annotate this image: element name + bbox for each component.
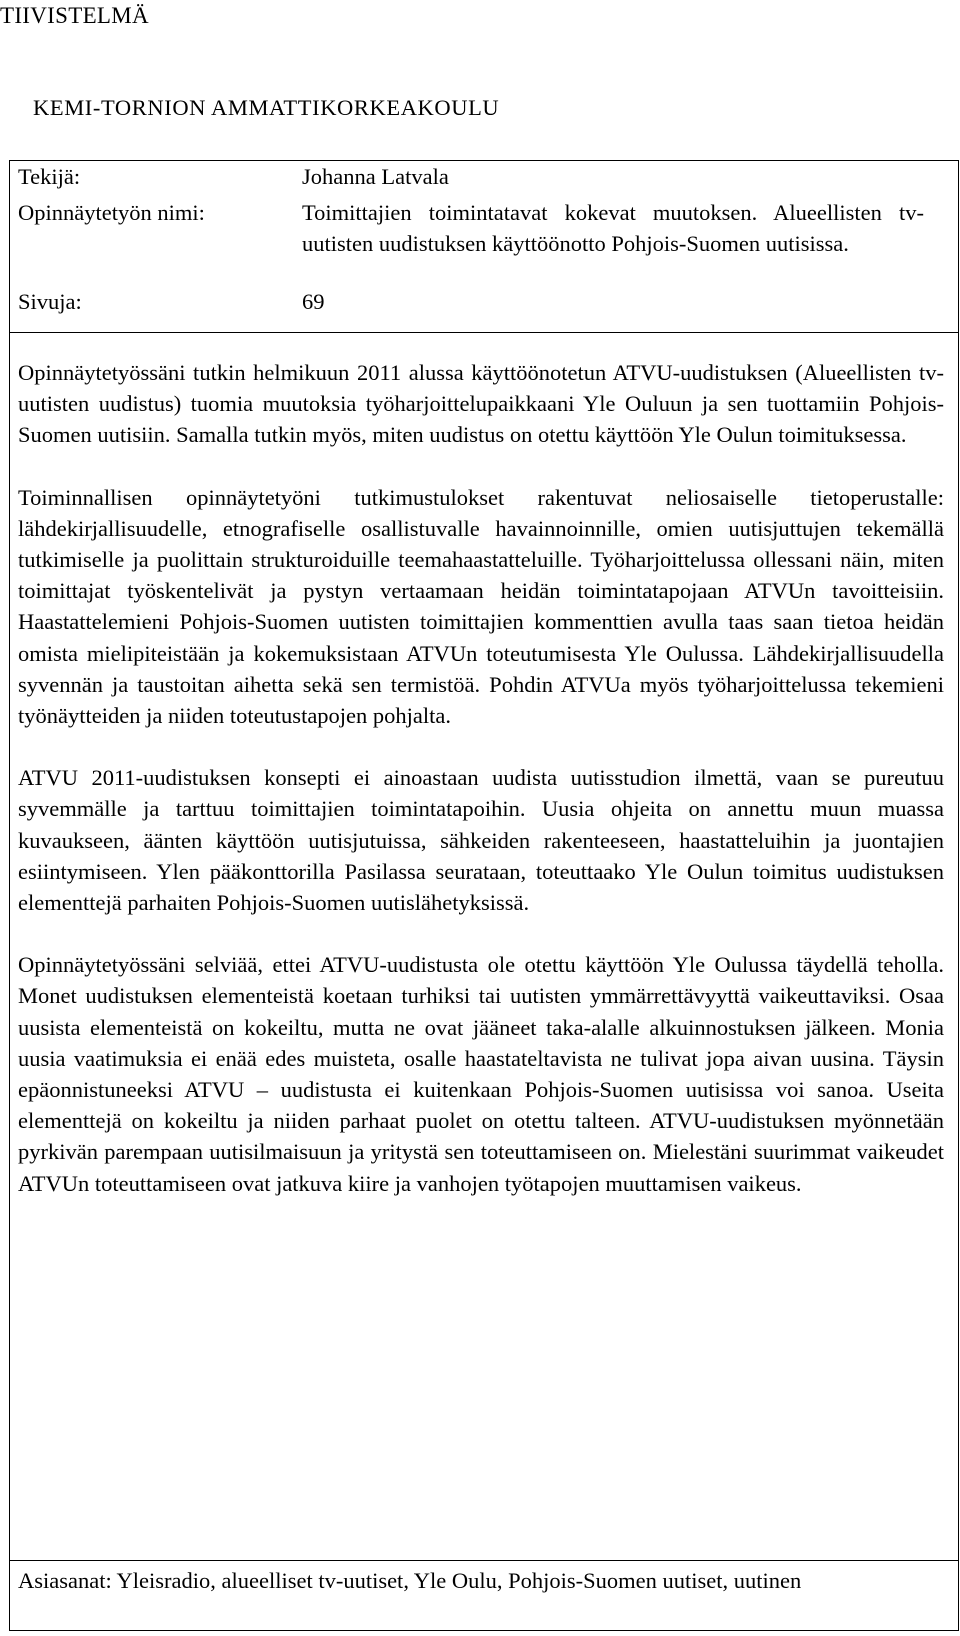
abstract-paragraph-1: Opinnäytetyössäni tutkin helmikuun 2011 alussa käyttöönotetun ATVU-uudistuksen (Alueellisten tv-uutisten uudistus) tuomia muutoksia työharjoittelupaikkaani Yle Ouluun ja sen tuottamiin Pohjois-Suomen uutisiin. Samalla tutkin myös, miten uudistus on otettu käyttöön Yle Oulun toimituksessa.	[18, 360, 944, 448]
keywords-text: Asiasanat: Yleisradio, alueelliset tv-uutiset, Yle Oulu, Pohjois-Suomen uutiset, uutinen	[18, 1568, 802, 1593]
abstract-paragraph-2: Toiminnallisen opinnäytetyöni tutkimustulokset rakentuvat neliosaiselle tietoperustalle: lähdekirjallisuudelle, etnografiselle osallistuvalle havainnoinnille, omien uutisjuttujen tekemällä tutkimiselle ja puolittain strukturoiduille teemahaastatteluille. Työharjoittelussa ollessani näin, miten toimittajat työskentelivät ja pystyn vertaamaan heidän toimintatapojaan ATVUn tavoitteisiin. Haastattelemieni Pohjois-Suomen uutisten toimittajien kommenttien avulla taas saan tietoa heidän omista mielipiteistään ja kokemuksistaan ATVUn toteutumisesta Yle Oulussa. Lähdekirjallisuudella syvennän ja taustoitan aihetta sekä sen termistöä. Pohdin ATVUa myös työharjoittelussa tekemieni työnäytteiden ja niiden toteutustapojen pohjalta.	[18, 484, 944, 729]
keywords-box	[9, 1560, 959, 1631]
pages-label: Sivuja:	[18, 289, 82, 314]
institution-name: KEMI-TORNION AMMATTIKORKEAKOULU	[33, 95, 500, 120]
abstract-box	[9, 332, 959, 1561]
abstract-paragraph-3: ATVU 2011-uudistuksen konsepti ei ainoastaan uudista uutisstudion ilmettä, vaan se pureutuu syvemmälle ja tarttuu toimittajien toimintatapoihin. Uusia ohjeita on annettu muun muassa kuvaukseen, äänten käyttöön uutisjutuissa, sähkeiden rakenteeseen, haastatteluihin ja juontajien esiintymiseen. Ylen pääkonttorilla Pasilassa seurataan, toteuttaako Yle Oulun toimitus uudistuksen elementtejä parhaiten Pohjois-Suomen uutislähetyksissä.	[18, 765, 944, 916]
abstract-paragraph-4: Opinnäytetyössäni selviää, ettei ATVU-uudistusta ole otettu käyttöön Yle Oulussa täydellä teholla. Monet uudistuksen elementeistä koetaan turhiksi tai uutisten ymmärrettävyyttä vaikeuttaviksi. Osaa uusista elementeistä on kokeiltu, mutta ne ovat jääneet taka-alalle alkuinnostuksen jälkeen. Monia uusia vaatimuksia ei enää edes muisteta, osalle haastateltavista ne tulivat jopa aivan uusina. Täysin epäonnistuneeksi ATVU – uudistusta ei kuitenkaan Pohjois-Suomen uutisissa voi sanoa. Useita elementtejä on kokeiltu ja niiden parhaat puolet on otettu talteen. ATVU-uudistuksen myönnetään pyrkivän parempaan uutisilmaisuun ja yritystä sen toteuttamiseen on. Mielestäni suurimmat vaikeudet ATVUn toteuttamiseen ovat jatkuva kiire ja vanhojen työtapojen muuttamisen vaikeus.	[18, 952, 944, 1196]
abstract-text	[18, 357, 944, 1199]
thesis-info-box	[9, 160, 959, 333]
page-heading: TIIVISTELMÄ	[0, 3, 149, 28]
author-value: Johanna Latvala	[302, 164, 449, 189]
title-label: Opinnäytetyön nimi:	[18, 200, 205, 225]
pages-value: 69	[302, 289, 325, 314]
title-value: Toimittajien toimintatavat kokevat muutoksen. Alueellisten tv-uutisten uudistuksen käyttöönotto Pohjois-Suomen uutisissa.	[302, 200, 924, 256]
author-label: Tekijä:	[18, 164, 81, 189]
